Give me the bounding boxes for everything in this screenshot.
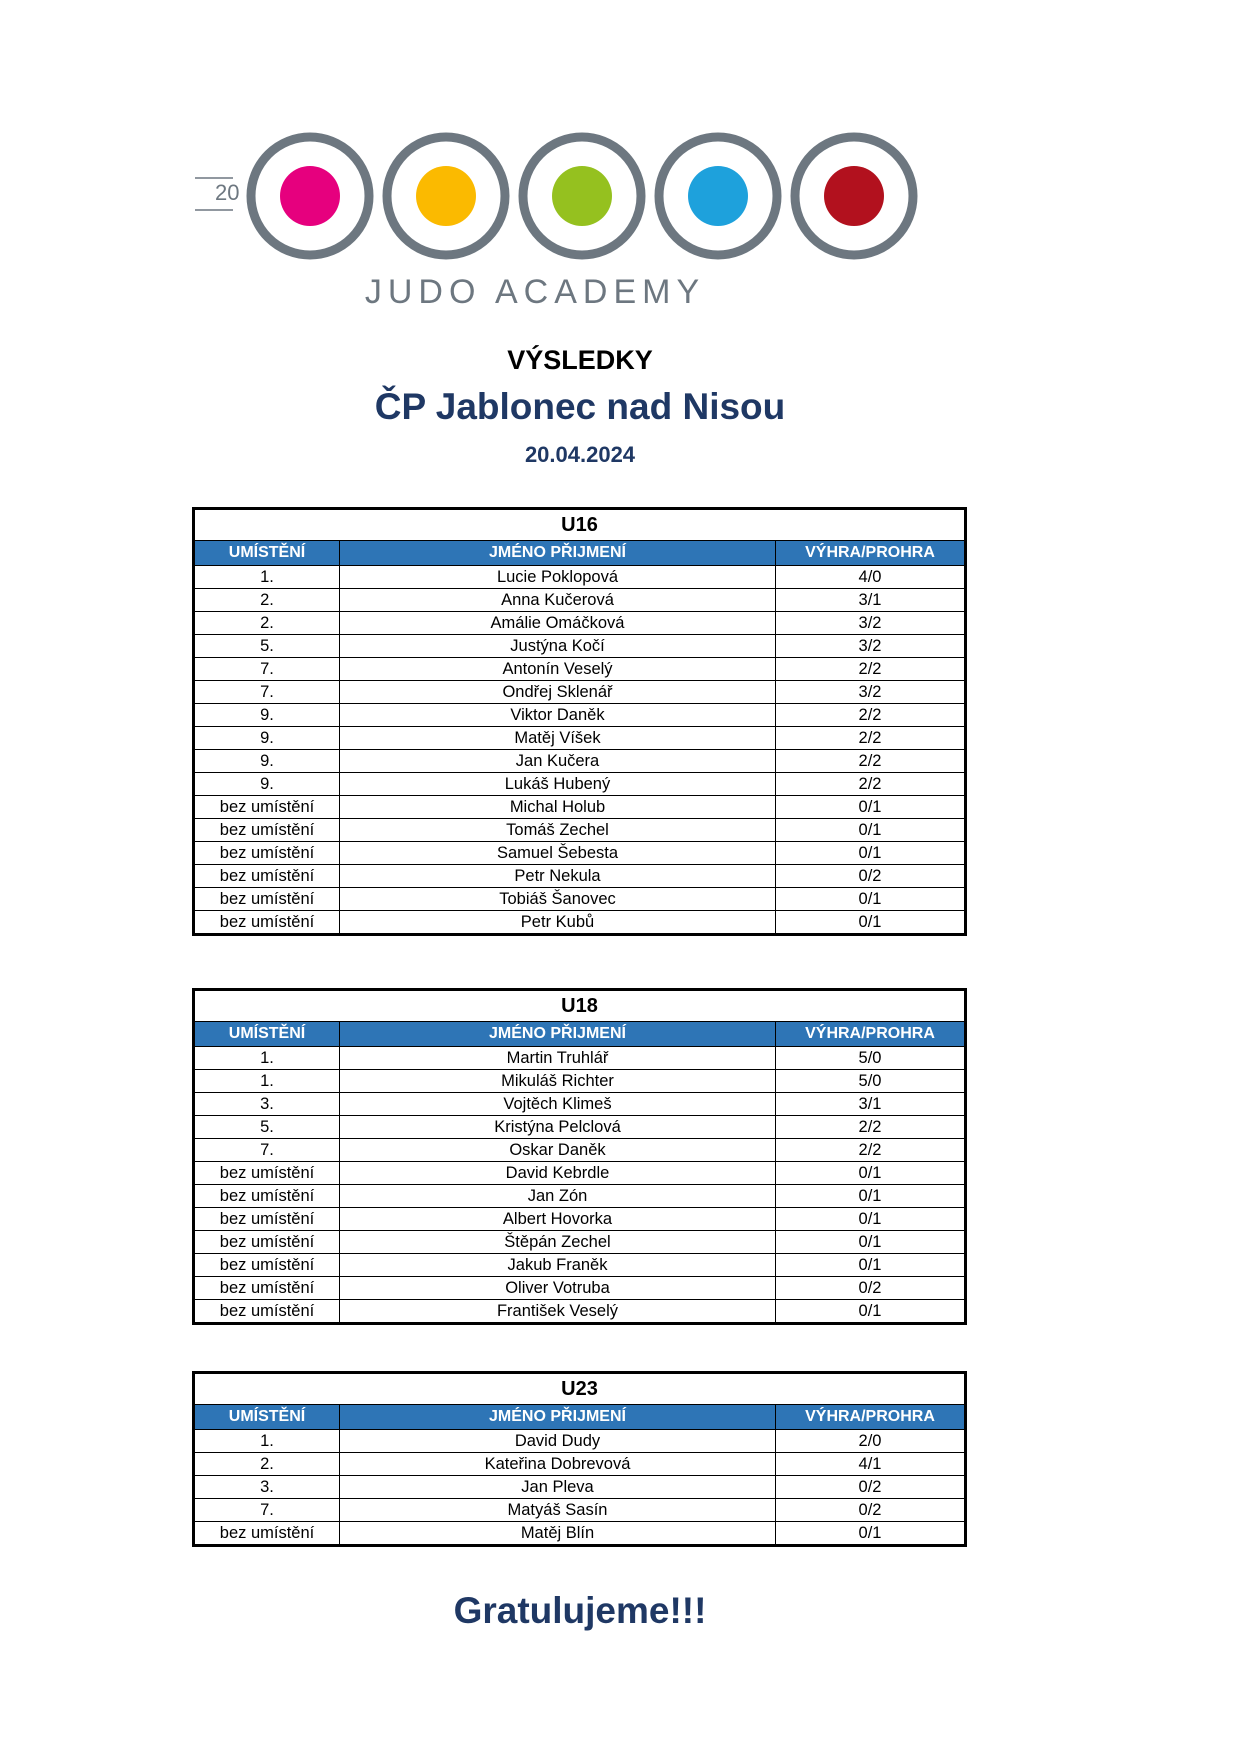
category-title: U16 bbox=[194, 509, 966, 541]
record-cell: 0/1 bbox=[776, 1300, 966, 1324]
table-row bbox=[194, 1476, 966, 1499]
place-cell: bez umístění bbox=[194, 796, 340, 819]
table-row bbox=[194, 1162, 966, 1185]
record-cell: 0/1 bbox=[776, 1231, 966, 1254]
table-row bbox=[194, 1185, 966, 1208]
table-row bbox=[194, 796, 966, 819]
place-cell: 1. bbox=[194, 1430, 340, 1453]
table-row bbox=[194, 635, 966, 658]
record-cell: 0/1 bbox=[776, 796, 966, 819]
record-cell: 5/0 bbox=[776, 1047, 966, 1070]
place-cell: 2. bbox=[194, 589, 340, 612]
logo-dot bbox=[824, 166, 884, 226]
place-cell: 9. bbox=[194, 704, 340, 727]
event-date: 20.04.2024 bbox=[524, 442, 636, 467]
col-header-name: JMÉNO PŘIJMENÍ bbox=[340, 1022, 776, 1047]
table-row bbox=[194, 1208, 966, 1231]
name-cell: Samuel Šebesta bbox=[340, 842, 776, 865]
results-title: VÝSLEDKY bbox=[507, 345, 653, 375]
record-cell: 2/2 bbox=[776, 1139, 966, 1162]
name-cell: Matěj Víšek bbox=[340, 727, 776, 750]
name-cell: Amálie Omáčková bbox=[340, 612, 776, 635]
table-row bbox=[194, 888, 966, 911]
record-cell: 0/1 bbox=[776, 1522, 966, 1546]
record-cell: 2/2 bbox=[776, 704, 966, 727]
place-cell: bez umístění bbox=[194, 1162, 340, 1185]
table-row bbox=[194, 1093, 966, 1116]
table-row bbox=[194, 911, 966, 935]
logo-name: JUDO ACADEMY bbox=[364, 273, 706, 311]
col-header-place: UMÍSTĚNÍ bbox=[194, 1022, 340, 1047]
record-cell: 3/1 bbox=[776, 1093, 966, 1116]
name-cell: Michal Holub bbox=[340, 796, 776, 819]
record-cell: 0/2 bbox=[776, 1499, 966, 1522]
place-cell: 7. bbox=[194, 681, 340, 704]
record-cell: 2/2 bbox=[776, 658, 966, 681]
place-cell: bez umístění bbox=[194, 888, 340, 911]
name-cell: Lukáš Hubený bbox=[340, 773, 776, 796]
table-row bbox=[194, 842, 966, 865]
place-cell: 7. bbox=[194, 1139, 340, 1162]
table-row bbox=[194, 612, 966, 635]
table-row bbox=[194, 1277, 966, 1300]
place-cell: 7. bbox=[194, 658, 340, 681]
place-cell: bez umístění bbox=[194, 1522, 340, 1546]
table-row bbox=[194, 819, 966, 842]
place-cell: bez umístění bbox=[194, 1208, 340, 1231]
name-cell: Lucie Poklopová bbox=[340, 566, 776, 589]
name-cell: Kateřina Dobrevová bbox=[340, 1453, 776, 1476]
name-cell: Tomáš Zechel bbox=[340, 819, 776, 842]
logo-dot bbox=[552, 166, 612, 226]
table-row bbox=[194, 1139, 966, 1162]
record-cell: 0/2 bbox=[776, 1476, 966, 1499]
table-row bbox=[194, 750, 966, 773]
record-cell: 2/2 bbox=[776, 773, 966, 796]
place-cell: 9. bbox=[194, 773, 340, 796]
name-cell: Ondřej Sklenář bbox=[340, 681, 776, 704]
logo-dot bbox=[280, 166, 340, 226]
col-header-record: VÝHRA/PROHRA bbox=[776, 541, 966, 566]
col-header-name: JMÉNO PŘIJMENÍ bbox=[340, 541, 776, 566]
record-cell: 2/0 bbox=[776, 1430, 966, 1453]
place-cell: bez umístění bbox=[194, 819, 340, 842]
logo-dot bbox=[416, 166, 476, 226]
table-row bbox=[194, 1430, 966, 1453]
place-cell: 5. bbox=[194, 635, 340, 658]
name-cell: Justýna Kočí bbox=[340, 635, 776, 658]
logo-year-left: 20 bbox=[215, 180, 240, 205]
record-cell: 4/0 bbox=[776, 566, 966, 589]
table-row bbox=[194, 865, 966, 888]
record-cell: 2/2 bbox=[776, 1116, 966, 1139]
record-cell: 0/1 bbox=[776, 842, 966, 865]
name-cell: Anna Kučerová bbox=[340, 589, 776, 612]
name-cell: Martin Truhlář bbox=[340, 1047, 776, 1070]
col-header-name: JMÉNO PŘIJMENÍ bbox=[340, 1405, 776, 1430]
place-cell: bez umístění bbox=[194, 1277, 340, 1300]
name-cell: Petr Nekula bbox=[340, 865, 776, 888]
name-cell: Oliver Votruba bbox=[340, 1277, 776, 1300]
record-cell: 0/1 bbox=[776, 911, 966, 935]
record-cell: 0/1 bbox=[776, 1185, 966, 1208]
record-cell: 3/2 bbox=[776, 681, 966, 704]
category-title: U23 bbox=[194, 1373, 966, 1405]
record-cell: 0/1 bbox=[776, 1162, 966, 1185]
table-row bbox=[194, 1522, 966, 1546]
table-row bbox=[194, 1453, 966, 1476]
record-cell: 0/2 bbox=[776, 1277, 966, 1300]
record-cell: 2/2 bbox=[776, 750, 966, 773]
table-row bbox=[194, 727, 966, 750]
record-cell: 0/1 bbox=[776, 888, 966, 911]
name-cell: David Dudy bbox=[340, 1430, 776, 1453]
place-cell: 1. bbox=[194, 1047, 340, 1070]
record-cell: 2/2 bbox=[776, 727, 966, 750]
name-cell: Matěj Blín bbox=[340, 1522, 776, 1546]
record-cell: 5/0 bbox=[776, 1070, 966, 1093]
table-row bbox=[194, 589, 966, 612]
record-cell: 0/1 bbox=[776, 819, 966, 842]
col-header-record: VÝHRA/PROHRA bbox=[776, 1405, 966, 1430]
record-cell: 3/2 bbox=[776, 635, 966, 658]
table-row bbox=[194, 566, 966, 589]
name-cell: Jan Kučera bbox=[340, 750, 776, 773]
judo-academy-logo bbox=[195, 128, 975, 328]
place-cell: 2. bbox=[194, 612, 340, 635]
name-cell: Tobiáš Šanovec bbox=[340, 888, 776, 911]
name-cell: Albert Hovorka bbox=[340, 1208, 776, 1231]
table-row bbox=[194, 704, 966, 727]
results-table-u18 bbox=[192, 988, 964, 1325]
name-cell: Petr Kubů bbox=[340, 911, 776, 935]
record-cell: 0/1 bbox=[776, 1208, 966, 1231]
name-cell: František Veselý bbox=[340, 1300, 776, 1324]
col-header-place: UMÍSTĚNÍ bbox=[194, 541, 340, 566]
table-row bbox=[194, 681, 966, 704]
name-cell: Oskar Daněk bbox=[340, 1139, 776, 1162]
table-row bbox=[194, 1300, 966, 1324]
table-row bbox=[194, 1047, 966, 1070]
place-cell: 9. bbox=[194, 750, 340, 773]
name-cell: Vojtěch Klimeš bbox=[340, 1093, 776, 1116]
name-cell: Antonín Veselý bbox=[340, 658, 776, 681]
name-cell: Jan Pleva bbox=[340, 1476, 776, 1499]
table-row bbox=[194, 1116, 966, 1139]
table-row bbox=[194, 1231, 966, 1254]
place-cell: 9. bbox=[194, 727, 340, 750]
place-cell: 3. bbox=[194, 1093, 340, 1116]
place-cell: bez umístění bbox=[194, 1300, 340, 1324]
place-cell: bez umístění bbox=[194, 1254, 340, 1277]
place-cell: 3. bbox=[194, 1476, 340, 1499]
name-cell: David Kebrdle bbox=[340, 1162, 776, 1185]
record-cell: 0/1 bbox=[776, 1254, 966, 1277]
col-header-record: VÝHRA/PROHRA bbox=[776, 1022, 966, 1047]
event-name: ČP Jablonec nad Nisou bbox=[374, 386, 786, 427]
table-row bbox=[194, 1254, 966, 1277]
col-header-place: UMÍSTĚNÍ bbox=[194, 1405, 340, 1430]
place-cell: bez umístění bbox=[194, 1185, 340, 1208]
name-cell: Jan Zón bbox=[340, 1185, 776, 1208]
place-cell: 5. bbox=[194, 1116, 340, 1139]
category-title: U18 bbox=[194, 990, 966, 1022]
place-cell: bez umístění bbox=[194, 842, 340, 865]
place-cell: bez umístění bbox=[194, 1231, 340, 1254]
name-cell: Štěpán Zechel bbox=[340, 1231, 776, 1254]
name-cell: Kristýna Pelclová bbox=[340, 1116, 776, 1139]
record-cell: 3/1 bbox=[776, 589, 966, 612]
place-cell: 7. bbox=[194, 1499, 340, 1522]
record-cell: 0/2 bbox=[776, 865, 966, 888]
table-row bbox=[194, 773, 966, 796]
name-cell: Jakub Franěk bbox=[340, 1254, 776, 1277]
place-cell: 1. bbox=[194, 566, 340, 589]
place-cell: 2. bbox=[194, 1453, 340, 1476]
table-row bbox=[194, 1070, 966, 1093]
logo-graphic bbox=[195, 128, 975, 328]
results-table-u23 bbox=[192, 1371, 964, 1547]
table-row bbox=[194, 1499, 966, 1522]
record-cell: 4/1 bbox=[776, 1453, 966, 1476]
record-cell: 3/2 bbox=[776, 612, 966, 635]
congratulations-text: Gratulujeme!!! bbox=[453, 1590, 707, 1631]
name-cell: Viktor Daněk bbox=[340, 704, 776, 727]
table-row bbox=[194, 658, 966, 681]
logo-dot bbox=[688, 166, 748, 226]
results-table-u16 bbox=[192, 507, 964, 936]
place-cell: bez umístění bbox=[194, 911, 340, 935]
name-cell: Mikuláš Richter bbox=[340, 1070, 776, 1093]
name-cell: Matyáš Sasín bbox=[340, 1499, 776, 1522]
place-cell: bez umístění bbox=[194, 865, 340, 888]
place-cell: 1. bbox=[194, 1070, 340, 1093]
